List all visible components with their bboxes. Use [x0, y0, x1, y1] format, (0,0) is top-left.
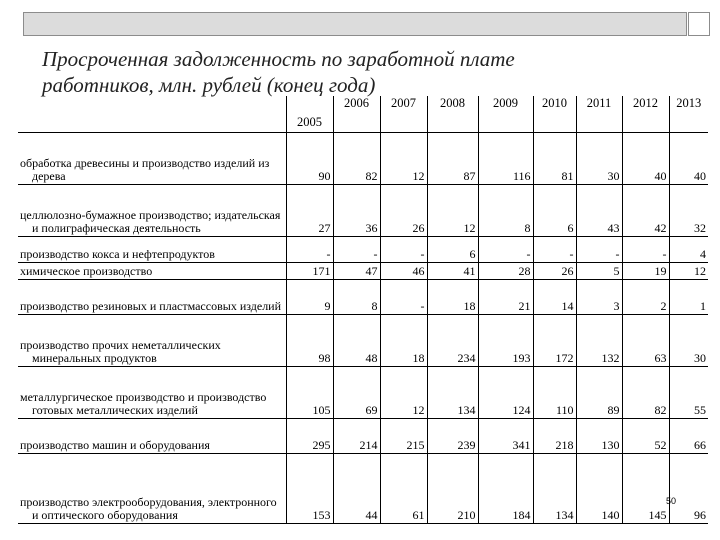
value-cell: 44	[333, 453, 380, 523]
wage-arrears-table	[18, 96, 708, 524]
value-cell: 47	[333, 262, 380, 279]
value-cell: -	[286, 236, 333, 262]
row-label-cell	[18, 453, 286, 523]
row-label: производство резиновых и пластмассовых изделий	[20, 298, 282, 313]
row-label-cell	[18, 418, 286, 453]
value-cell: 82	[333, 132, 380, 184]
value-cell: 184	[478, 453, 533, 523]
value-cell: 19	[622, 262, 669, 279]
header-year: 2007	[380, 96, 427, 132]
top-decor-square	[688, 12, 710, 36]
page-number: 50	[666, 496, 677, 506]
value-cell: 6	[427, 236, 478, 262]
value-cell: 12	[380, 366, 427, 418]
table-row	[18, 132, 708, 184]
value-cell: 42	[622, 184, 669, 236]
table-row	[18, 279, 708, 314]
value-cell: 43	[576, 184, 622, 236]
row-label: производство машин и оборудования	[20, 437, 210, 452]
value-cell: 12	[669, 262, 708, 279]
table-row	[18, 184, 708, 236]
row-label: металлургическое производство и производство готовых металлических изделий	[20, 390, 267, 417]
value-cell: 36	[333, 184, 380, 236]
value-cell: 30	[576, 132, 622, 184]
value-cell: 110	[533, 366, 576, 418]
value-cell: 239	[427, 418, 478, 453]
title-line: Просроченная задолженность по заработной плате	[42, 47, 515, 71]
header-year: 2009	[478, 96, 533, 132]
value-cell: 40	[622, 132, 669, 184]
value-cell: 4	[669, 236, 708, 262]
row-label-cell	[18, 279, 286, 314]
value-cell: 6	[533, 184, 576, 236]
value-cell: 124	[478, 366, 533, 418]
value-cell: 27	[286, 184, 333, 236]
row-label-cell	[18, 184, 286, 236]
value-cell: 87	[427, 132, 478, 184]
value-cell: 52	[622, 418, 669, 453]
value-cell: 214	[333, 418, 380, 453]
value-cell: 46	[380, 262, 427, 279]
value-cell: -	[333, 236, 380, 262]
value-cell: 8	[333, 279, 380, 314]
row-label-cell	[18, 314, 286, 366]
header-year: 2010	[533, 96, 576, 132]
page-title	[42, 46, 682, 98]
value-cell: 89	[576, 366, 622, 418]
value-cell: 21	[478, 279, 533, 314]
row-label-cell	[18, 262, 286, 279]
header-year: 2012	[622, 96, 669, 132]
table-row	[18, 262, 708, 279]
value-cell: 90	[286, 132, 333, 184]
value-cell: 14	[533, 279, 576, 314]
header-year: 2011	[576, 96, 622, 132]
value-cell: 1	[669, 279, 708, 314]
value-cell: 66	[669, 418, 708, 453]
value-cell: 5	[576, 262, 622, 279]
value-cell: 61	[380, 453, 427, 523]
value-cell: 30	[669, 314, 708, 366]
header-year: 2008	[427, 96, 478, 132]
value-cell: -	[576, 236, 622, 262]
header-row	[18, 96, 708, 132]
header-year: 2006	[333, 96, 380, 132]
value-cell: 210	[427, 453, 478, 523]
table-row	[18, 236, 708, 262]
value-cell: 32	[669, 184, 708, 236]
value-cell: 215	[380, 418, 427, 453]
value-cell: 98	[286, 314, 333, 366]
table-row	[18, 314, 708, 366]
value-cell: -	[533, 236, 576, 262]
value-cell: 26	[380, 184, 427, 236]
row-label: производство кокса и нефтепродуктов	[20, 246, 215, 261]
value-cell: 132	[576, 314, 622, 366]
row-label: обработка древесины и производство изделий из дерева	[20, 156, 270, 183]
value-cell: 12	[380, 132, 427, 184]
value-cell: -	[478, 236, 533, 262]
table-row	[18, 453, 708, 523]
value-cell: 218	[533, 418, 576, 453]
value-cell: 134	[533, 453, 576, 523]
row-label-cell	[18, 132, 286, 184]
value-cell: 116	[478, 132, 533, 184]
top-decor-bar	[23, 12, 687, 36]
value-cell: 48	[333, 314, 380, 366]
header-year: 2013	[669, 96, 708, 132]
value-cell: 18	[427, 279, 478, 314]
value-cell: 2	[622, 279, 669, 314]
value-cell: -	[622, 236, 669, 262]
row-label: целлюлозно-бумажное производство; издательская и полиграфическая деятельность	[20, 208, 281, 235]
value-cell: 172	[533, 314, 576, 366]
table-row	[18, 418, 708, 453]
value-cell: 145	[622, 453, 669, 523]
title-line: работников, млн. рублей (конец года)	[42, 73, 376, 97]
row-label: производство электрооборудования, электронного и оптического оборудования	[20, 495, 277, 522]
row-label-cell	[18, 366, 286, 418]
value-cell: 26	[533, 262, 576, 279]
value-cell: 105	[286, 366, 333, 418]
value-cell: 130	[576, 418, 622, 453]
value-cell: 63	[622, 314, 669, 366]
row-label-cell	[18, 236, 286, 262]
value-cell: -	[380, 279, 427, 314]
row-label: производство прочих неметаллических минеральных продуктов	[20, 338, 221, 365]
value-cell: 8	[478, 184, 533, 236]
value-cell: 341	[478, 418, 533, 453]
value-cell: 295	[286, 418, 333, 453]
value-cell: 28	[478, 262, 533, 279]
value-cell: 69	[333, 366, 380, 418]
value-cell: 82	[622, 366, 669, 418]
header-year: 2005	[286, 96, 333, 132]
value-cell: 234	[427, 314, 478, 366]
value-cell: 41	[427, 262, 478, 279]
value-cell: 153	[286, 453, 333, 523]
value-cell: 96	[669, 453, 708, 523]
value-cell: 12	[427, 184, 478, 236]
value-cell: 3	[576, 279, 622, 314]
value-cell: 40	[669, 132, 708, 184]
value-cell: 140	[576, 453, 622, 523]
value-cell: 134	[427, 366, 478, 418]
value-cell: 81	[533, 132, 576, 184]
value-cell: 55	[669, 366, 708, 418]
value-cell: 18	[380, 314, 427, 366]
header-corner	[18, 96, 286, 132]
value-cell: -	[380, 236, 427, 262]
value-cell: 193	[478, 314, 533, 366]
value-cell: 9	[286, 279, 333, 314]
value-cell: 171	[286, 262, 333, 279]
row-label: химическое производство	[20, 263, 153, 278]
table-row	[18, 366, 708, 418]
